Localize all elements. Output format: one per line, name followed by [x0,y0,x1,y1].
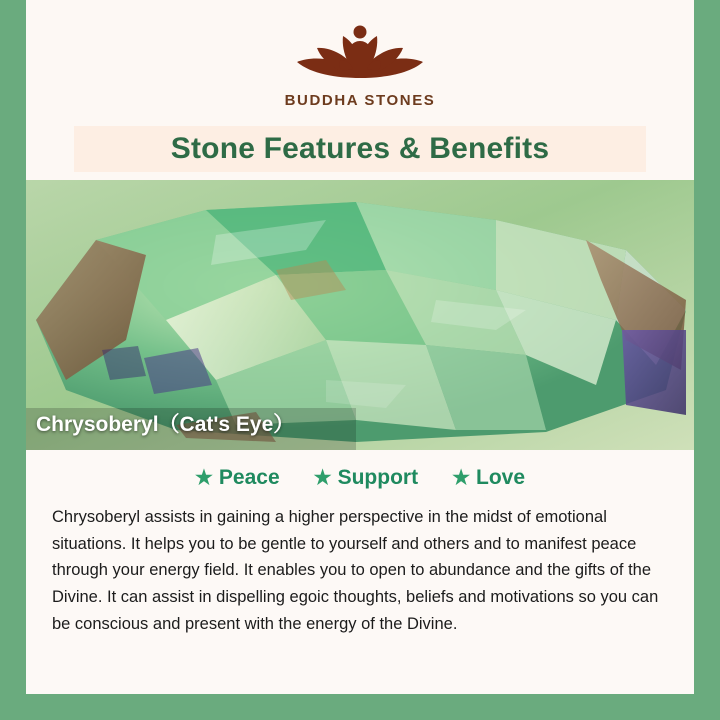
title-band [74,126,646,172]
benefits-row [26,450,694,498]
stone-photo [26,180,694,450]
star-icon: ★ [452,467,470,489]
star-icon: ★ [313,467,332,489]
page-title: Stone Features & Benefits [170,132,550,165]
star-icon: ★ [194,467,213,489]
content-panel [26,0,694,694]
benefit-label: Support [337,466,419,489]
brand-logo [26,16,694,109]
benefit-item [314,466,418,490]
benefit-item [452,466,525,490]
benefit-label: Love [476,466,526,489]
benefit-label: Peace [218,466,280,489]
header [26,0,694,180]
description-text: Chrysoberyl assists in gaining a higher perspective in the midst of emotional situations. It helps you to be gentle to yourself and others and to manifest peace through your energy field. It enables you to open to abundance and the gifts of the Divine. It can assist in dispelling egoic thoughts, beliefs and motivations so you can be conscious and present with the energy of the Divine. [26,498,694,638]
frame-bottom-border [0,694,720,720]
lotus-meditation-icon [285,16,435,88]
frame-left-border [0,0,26,720]
frame-right-border [694,0,720,720]
brand-name: BUDDHA STONES [284,92,436,109]
benefit-item [195,466,280,490]
stone-caption: Chrysoberyl（Cat's Eye） [36,413,295,436]
